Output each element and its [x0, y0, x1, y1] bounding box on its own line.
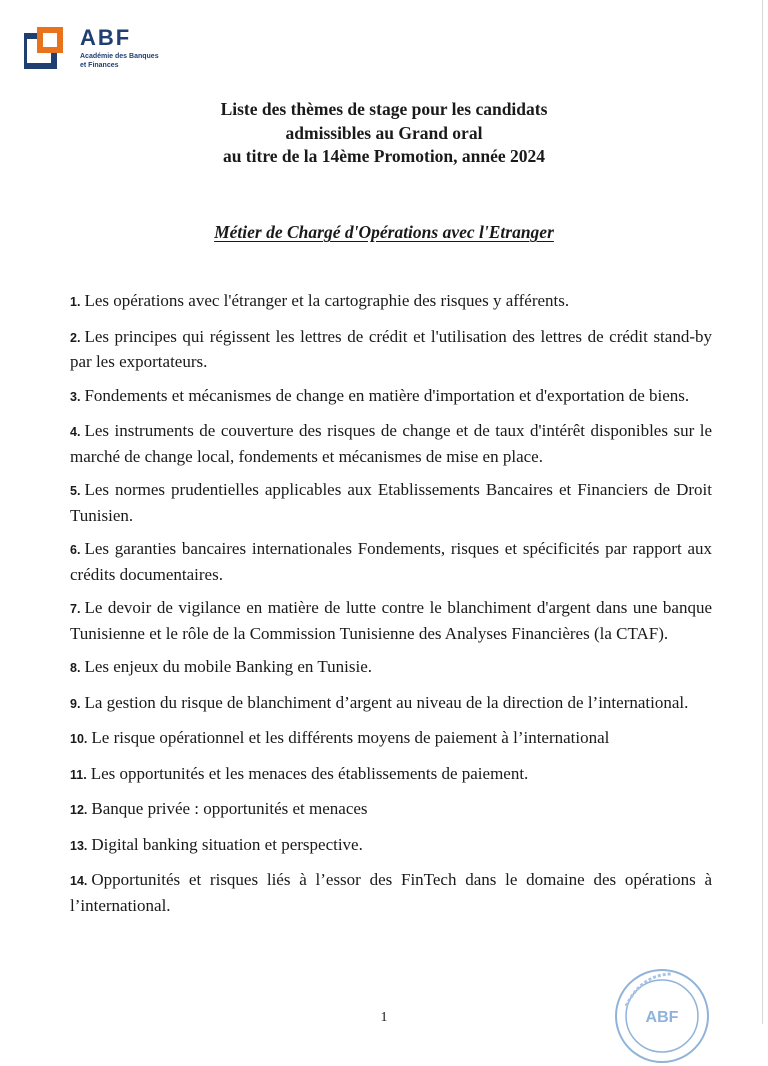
item-text: Fondements et mécanismes de change en matière d'importation et d'exportation de biens. [84, 385, 690, 405]
list-item [70, 797, 712, 823]
title-line-2: admissibles au Grand oral [285, 122, 483, 143]
item-number: 10. [70, 732, 88, 746]
item-number: 14. [70, 874, 88, 888]
item-text: Les opportunités et les menaces des établissements de paiement. [90, 763, 529, 783]
list-item [70, 762, 712, 788]
logo-full-line-2: et Finances [80, 62, 119, 69]
list-item [70, 596, 712, 645]
item-number: 4. [70, 425, 81, 439]
item-number: 5. [70, 484, 81, 498]
list-item [70, 833, 712, 859]
item-number: 8. [70, 661, 81, 675]
logo-full-name [80, 52, 190, 70]
item-text: Le risque opérationnel et les différents moyens de paiement à l’international [91, 728, 610, 747]
item-number: 7. [70, 602, 81, 616]
item-text: Les principes qui régissent les lettres de crédit et l'utilisation des lettres de crédit stand-by par les exportateurs. [70, 326, 712, 371]
document-title [0, 98, 768, 169]
item-number: 11. [70, 767, 87, 782]
section-subtitle: Métier de Chargé d'Opérations avec l'Etranger [214, 222, 554, 242]
list-item [70, 419, 712, 468]
list-item [70, 691, 712, 717]
list-item [70, 655, 712, 681]
title-line-1: Liste des thèmes de stage pour les candidats [220, 99, 548, 119]
item-text: Les instruments de couverture des risques de change et de taux d'intérêt disponibles sur le marché de change local, fondements et mécanismes de mise en place. [70, 421, 712, 466]
list-item [70, 325, 712, 374]
logo-abbreviation: ABF [80, 25, 132, 50]
abf-logo-icon [24, 26, 70, 72]
list-item [70, 726, 712, 752]
stamp-text: ABF [645, 1009, 679, 1026]
item-text: Les opérations avec l'étranger et la cartographie des risques y afférents. [84, 291, 570, 310]
logo-full-line-1: Académie des Banques [80, 53, 159, 60]
item-text: Opportunités et risques liés à l’essor des FinTech dans le domaine des opérations à l’international. [70, 870, 712, 915]
list-item [70, 478, 712, 527]
item-text: Les enjeux du mobile Banking en Tunisie. [84, 657, 373, 676]
list-item [70, 537, 712, 586]
list-item [70, 868, 712, 917]
item-number: 2. [70, 330, 81, 345]
page-number: 1 [380, 1010, 388, 1025]
item-number: 9. [70, 696, 81, 711]
item-number: 12. [70, 803, 88, 817]
item-number: 3. [70, 389, 81, 404]
list-item [70, 384, 712, 410]
abf-logo [24, 26, 184, 76]
item-text: Les normes prudentielles applicables aux Etablissements Bancaires et Financiers de Droit Tunisien. [70, 480, 712, 525]
title-line-3: au titre de la 14ème Promotion, année 2024 [222, 146, 546, 166]
list-item [70, 289, 712, 315]
item-number: 6. [70, 543, 81, 557]
item-number: 13. [70, 838, 88, 853]
item-text: Les garanties bancaires internationales Fondements, risques et spécificités par rapport aux crédits documentaires. [70, 539, 712, 584]
item-text: La gestion du risque de blanchiment d’argent au niveau de la direction de l’international. [84, 692, 689, 712]
item-text: Le devoir de vigilance en matière de lutte contre le blanchiment d'argent dans une banque Tunisienne et le rôle de la Commission Tunisienne des Analyses Financières (la CTAF). [70, 598, 712, 643]
item-text: Digital banking situation et perspective. [91, 834, 363, 854]
abf-stamp-icon [612, 966, 712, 1066]
themes-list [70, 289, 712, 927]
item-number: 1. [70, 295, 81, 309]
item-text: Banque privée : opportunités et menaces [91, 799, 368, 818]
